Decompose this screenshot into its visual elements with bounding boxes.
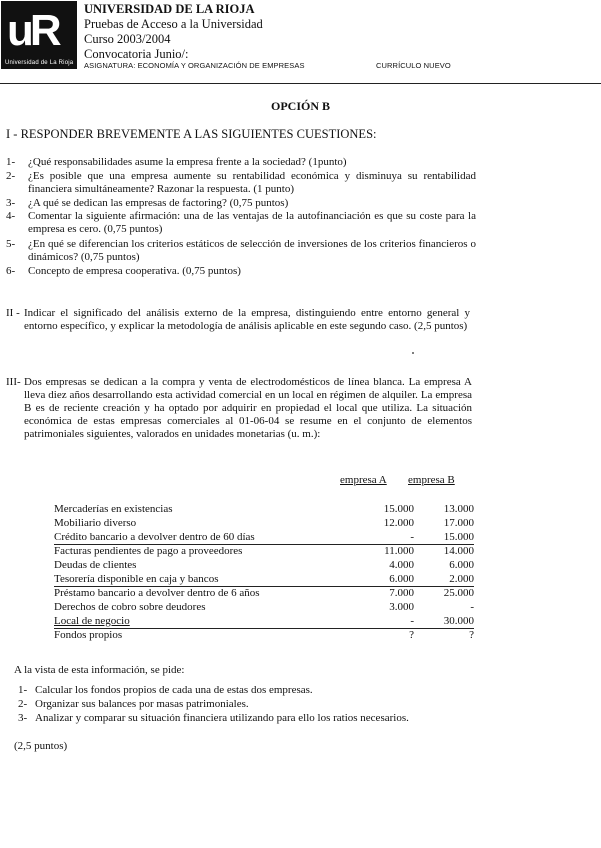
table-row xyxy=(54,544,474,558)
row-label: Derechos de cobro sobre deudores xyxy=(54,601,206,613)
course-year: Curso 2003/2004 xyxy=(84,32,171,46)
value-empresa-a: 7.000 xyxy=(389,587,414,599)
logo-mark: uR xyxy=(7,6,58,55)
row-label: Mercaderías en existencias xyxy=(54,503,173,515)
logo-subtext: Universidad de La Rioja xyxy=(5,60,74,66)
value-empresa-b: 13.000 xyxy=(443,503,474,515)
subject-line: ASIGNATURA: ECONOMÍA Y ORGANIZACIÓN DE EMPRESAS xyxy=(84,61,305,70)
question-number: 6- xyxy=(6,265,16,277)
exam-session: Convocatoria Junio/: xyxy=(84,47,189,61)
question-5 xyxy=(6,238,476,264)
question-text: ¿En qué se diferencian los criterios estáticos de selección de inversiones de los criterios financieros o dinámicos? (0,75 puntos) xyxy=(28,238,476,263)
patrimonial-elements-table xyxy=(54,502,474,652)
table-row xyxy=(54,516,474,530)
value-empresa-b: 6.000 xyxy=(449,559,474,571)
row-label: Crédito bancario a devolver dentro de 60 días xyxy=(54,531,255,543)
question-number: 5- xyxy=(6,238,16,250)
value-empresa-a: - xyxy=(410,531,414,543)
value-empresa-b: 30.000 xyxy=(443,615,474,627)
column-header-empresa-a: empresa A xyxy=(340,474,387,486)
table-row xyxy=(54,530,474,544)
value-empresa-b: ? xyxy=(469,629,474,641)
row-label: Fondos propios xyxy=(54,629,123,641)
curriculum-label: CURRÍCULO NUEVO xyxy=(376,61,451,70)
value-empresa-a: - xyxy=(410,615,414,627)
row-label: Mobiliario diverso xyxy=(54,517,137,529)
task-number: 2- xyxy=(18,698,28,710)
value-empresa-a: 4.000 xyxy=(389,559,414,571)
value-empresa-a: 3.000 xyxy=(389,601,414,613)
table-row xyxy=(54,572,474,586)
value-empresa-a: 15.000 xyxy=(383,503,414,515)
task-2 xyxy=(18,698,478,711)
value-empresa-b: 17.000 xyxy=(443,517,474,529)
table-row xyxy=(54,586,474,600)
table-row xyxy=(54,502,474,516)
question-text: Concepto de empresa cooperativa. (0,75 puntos) xyxy=(28,265,241,277)
header-divider xyxy=(0,83,601,84)
table-row xyxy=(54,558,474,572)
option-title: OPCIÓN B xyxy=(270,99,330,113)
university-logo xyxy=(1,1,77,69)
task-1 xyxy=(18,684,478,697)
task-intro: A la vista de esta información, se pide: xyxy=(14,664,185,676)
value-empresa-a: ? xyxy=(409,629,414,641)
question-6 xyxy=(6,265,476,278)
table-row xyxy=(54,614,474,628)
question-text: ¿Es posible que una empresa aumente su rentabilidad económica y disminuya su rentabilidad financiera simultáneamente? Razonar la respuesta. (1 punto) xyxy=(28,170,476,195)
section-3-text: Dos empresas se dedican a la compra y venta de electrodomésticos de línea blanca. La empresa A lleva diez años desarrollando esta actividad comercial en un local en régimen de alquiler. La empresa B es de reciente creación y ha optado por adquirir en propiedad el local que utiliza. La situación económica de estas empresas comerciales al 01-06-04 se resume en el conjunto de elementos patrimoniales siguientes, valorados en unidades monetarias (u. m.): xyxy=(24,376,472,440)
task-text: Analizar y comparar su situación financiera utilizando para ello los ratios necesarios. xyxy=(35,712,409,724)
question-2 xyxy=(6,170,476,196)
section-3-number: III- xyxy=(6,376,21,388)
question-4 xyxy=(6,210,476,236)
column-header-empresa-b: empresa B xyxy=(408,474,455,486)
task-number: 3- xyxy=(18,712,28,724)
value-empresa-b: 2.000 xyxy=(449,573,474,585)
question-text: Comentar la siguiente afirmación: una de las ventajas de la autofinanciación es que su coste para la empresa es cero. (0,75 puntos) xyxy=(28,210,476,235)
row-label: Local de negocio xyxy=(54,615,130,627)
task-text: Calcular los fondos propios de cada una de estas dos empresas. xyxy=(35,684,313,696)
section-1-heading: I - RESPONDER BREVEMENTE A LAS SIGUIENTES CUESTIONES: xyxy=(6,127,377,141)
value-empresa-b: 14.000 xyxy=(443,545,474,557)
exam-title: Pruebas de Acceso a la Universidad xyxy=(84,17,263,31)
section-3-points: (2,5 puntos) xyxy=(14,740,68,752)
section-2-text: Indicar el significado del análisis externo de la empresa, distinguiendo entre entorno general y entorno específico, y explicar la metodología de análisis aplicable en este segundo caso. (2,5 puntos) xyxy=(24,307,470,332)
row-label: Facturas pendientes de pago a proveedores xyxy=(54,545,243,557)
question-number: 3- xyxy=(6,197,16,209)
task-text: Organizar sus balances por masas patrimoniales. xyxy=(35,698,249,710)
row-label: Préstamo bancario a devolver dentro de 6 años xyxy=(54,587,260,599)
question-1 xyxy=(6,156,476,169)
scan-speck xyxy=(412,352,414,354)
university-name: UNIVERSIDAD DE LA RIOJA xyxy=(84,2,255,16)
row-label: Deudas de clientes xyxy=(54,559,137,571)
value-empresa-a: 11.000 xyxy=(384,545,414,557)
question-3 xyxy=(6,197,476,210)
question-text: ¿A qué se dedican las empresas de factoring? (0,75 puntos) xyxy=(28,197,289,209)
question-number: 4- xyxy=(6,210,16,222)
task-3 xyxy=(18,712,478,725)
value-empresa-b: - xyxy=(470,601,474,613)
value-empresa-a: 6.000 xyxy=(389,573,414,585)
table-row xyxy=(54,628,474,642)
value-empresa-b: 15.000 xyxy=(443,531,474,543)
table-row xyxy=(54,600,474,614)
row-label: Tesorería disponible en caja y bancos xyxy=(54,573,219,585)
section-2-number: II - xyxy=(6,307,20,319)
question-number: 2- xyxy=(6,170,16,182)
value-empresa-b: 25.000 xyxy=(443,587,474,599)
question-number: 1- xyxy=(6,156,16,168)
question-text: ¿Qué responsabilidades asume la empresa frente a la sociedad? (1punto) xyxy=(28,156,347,168)
task-number: 1- xyxy=(18,684,28,696)
value-empresa-a: 12.000 xyxy=(383,517,414,529)
